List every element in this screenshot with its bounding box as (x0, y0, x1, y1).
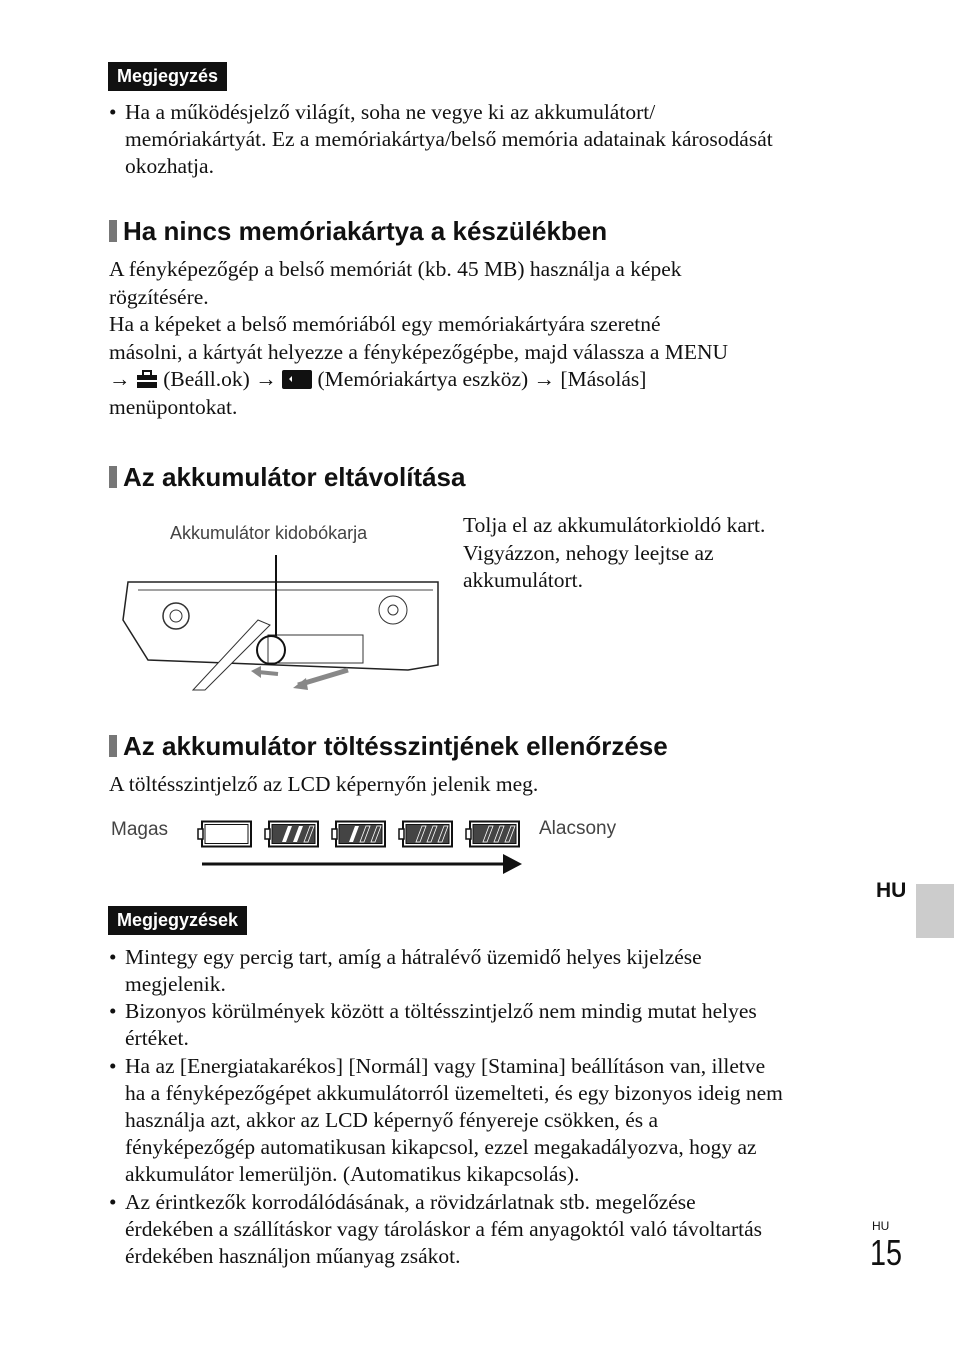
page-number: 15 (870, 1232, 903, 1273)
section-heading: Az akkumulátor eltávolítása (109, 462, 465, 493)
footer-lang: HU (872, 1219, 890, 1233)
section2-body: Tolja el az akkumulátorkioldó kart. Vigyázzon, nehogy leejtse az akkumulátort. (463, 513, 766, 592)
battery-icon (331, 820, 387, 848)
toolbox-icon (136, 369, 158, 389)
section3-body: A töltésszintjelző az LCD képernyőn jelenik meg. (109, 772, 539, 796)
low-label: Alacsony (539, 818, 617, 839)
callout-label: Akkumulátor kidobókarja (170, 523, 368, 543)
battery-icon (465, 820, 521, 848)
section-heading: Az akkumulátor töltésszintjének ellenőrzése (109, 731, 668, 762)
line: okozhatja. (125, 154, 214, 178)
menu-path: → (Beáll.ok) → (Memóriakártya eszköz) → [Másolás] (109, 367, 647, 391)
notes-label: Megjegyzések (108, 906, 247, 935)
battery-icon (398, 820, 454, 848)
line: • Ha a működésjelző világít, soha ne vegye ki az akkumulátort/ (125, 100, 656, 124)
note-label: Megjegyzés (108, 62, 227, 91)
note-item (125, 99, 773, 180)
side-tab (916, 884, 954, 938)
note-item: • Mintegy egy percig tart, amíg a hátralévő üzemidő helyes kijelzése megjelenik. (125, 944, 702, 998)
language-tab-label: HU (876, 879, 907, 902)
camera-battery-illustration (108, 550, 443, 695)
high-label: Magas (111, 819, 169, 840)
note-item: • Bizonyos körülmények között a töltésszintjelző nem mindig mutat helyes értéket. (125, 998, 757, 1052)
battery-icon (197, 820, 253, 848)
section1-body: A fényképezőgép a belső memóriát (kb. 45 MB) használja a képek rögzítésére. Ha a képeket a belső memóriából egy memóriakártyára szeretné másolni, a kártyát helyezze a fényképezőgépbe, majd válassza a MENU → (Beáll.ok) → (Memóriakártya eszköz) → [Másolás] menüpontokat. (109, 257, 729, 419)
note-item: • Az érintkezők korrodálódásának, a rövidzárlatnak stb. megelőzése érdekében a szállításkor vagy tároláskor a fém anyagoktól való távoltartás érdekében használjon műanyag zsákot. (125, 1189, 762, 1270)
section-heading: Ha nincs memóriakártya a készülékben (109, 216, 607, 247)
line: memóriakártyát. Ez a memóriakártya/belső memória adatainak károsodását (125, 127, 773, 151)
battery-icon (264, 820, 320, 848)
note-item: • Ha az [Energiatakarékos] [Normál] vagy [Stamina] beállításon van, illetve ha a fényképezőgépet akkumulátorról üzemelteti, és egy bizonyos ideig nem használja azt, akkor az LCD képernyő fényereje csökken, és a fényképezőgép automatikusan kikapcsol, ezzel megakadályozva, hogy az akkumulátor lemerüljön. (Automatikus kikapcsolás). (125, 1053, 783, 1188)
memory-card-icon (282, 369, 312, 389)
arrow-high-to-low (200, 852, 525, 876)
